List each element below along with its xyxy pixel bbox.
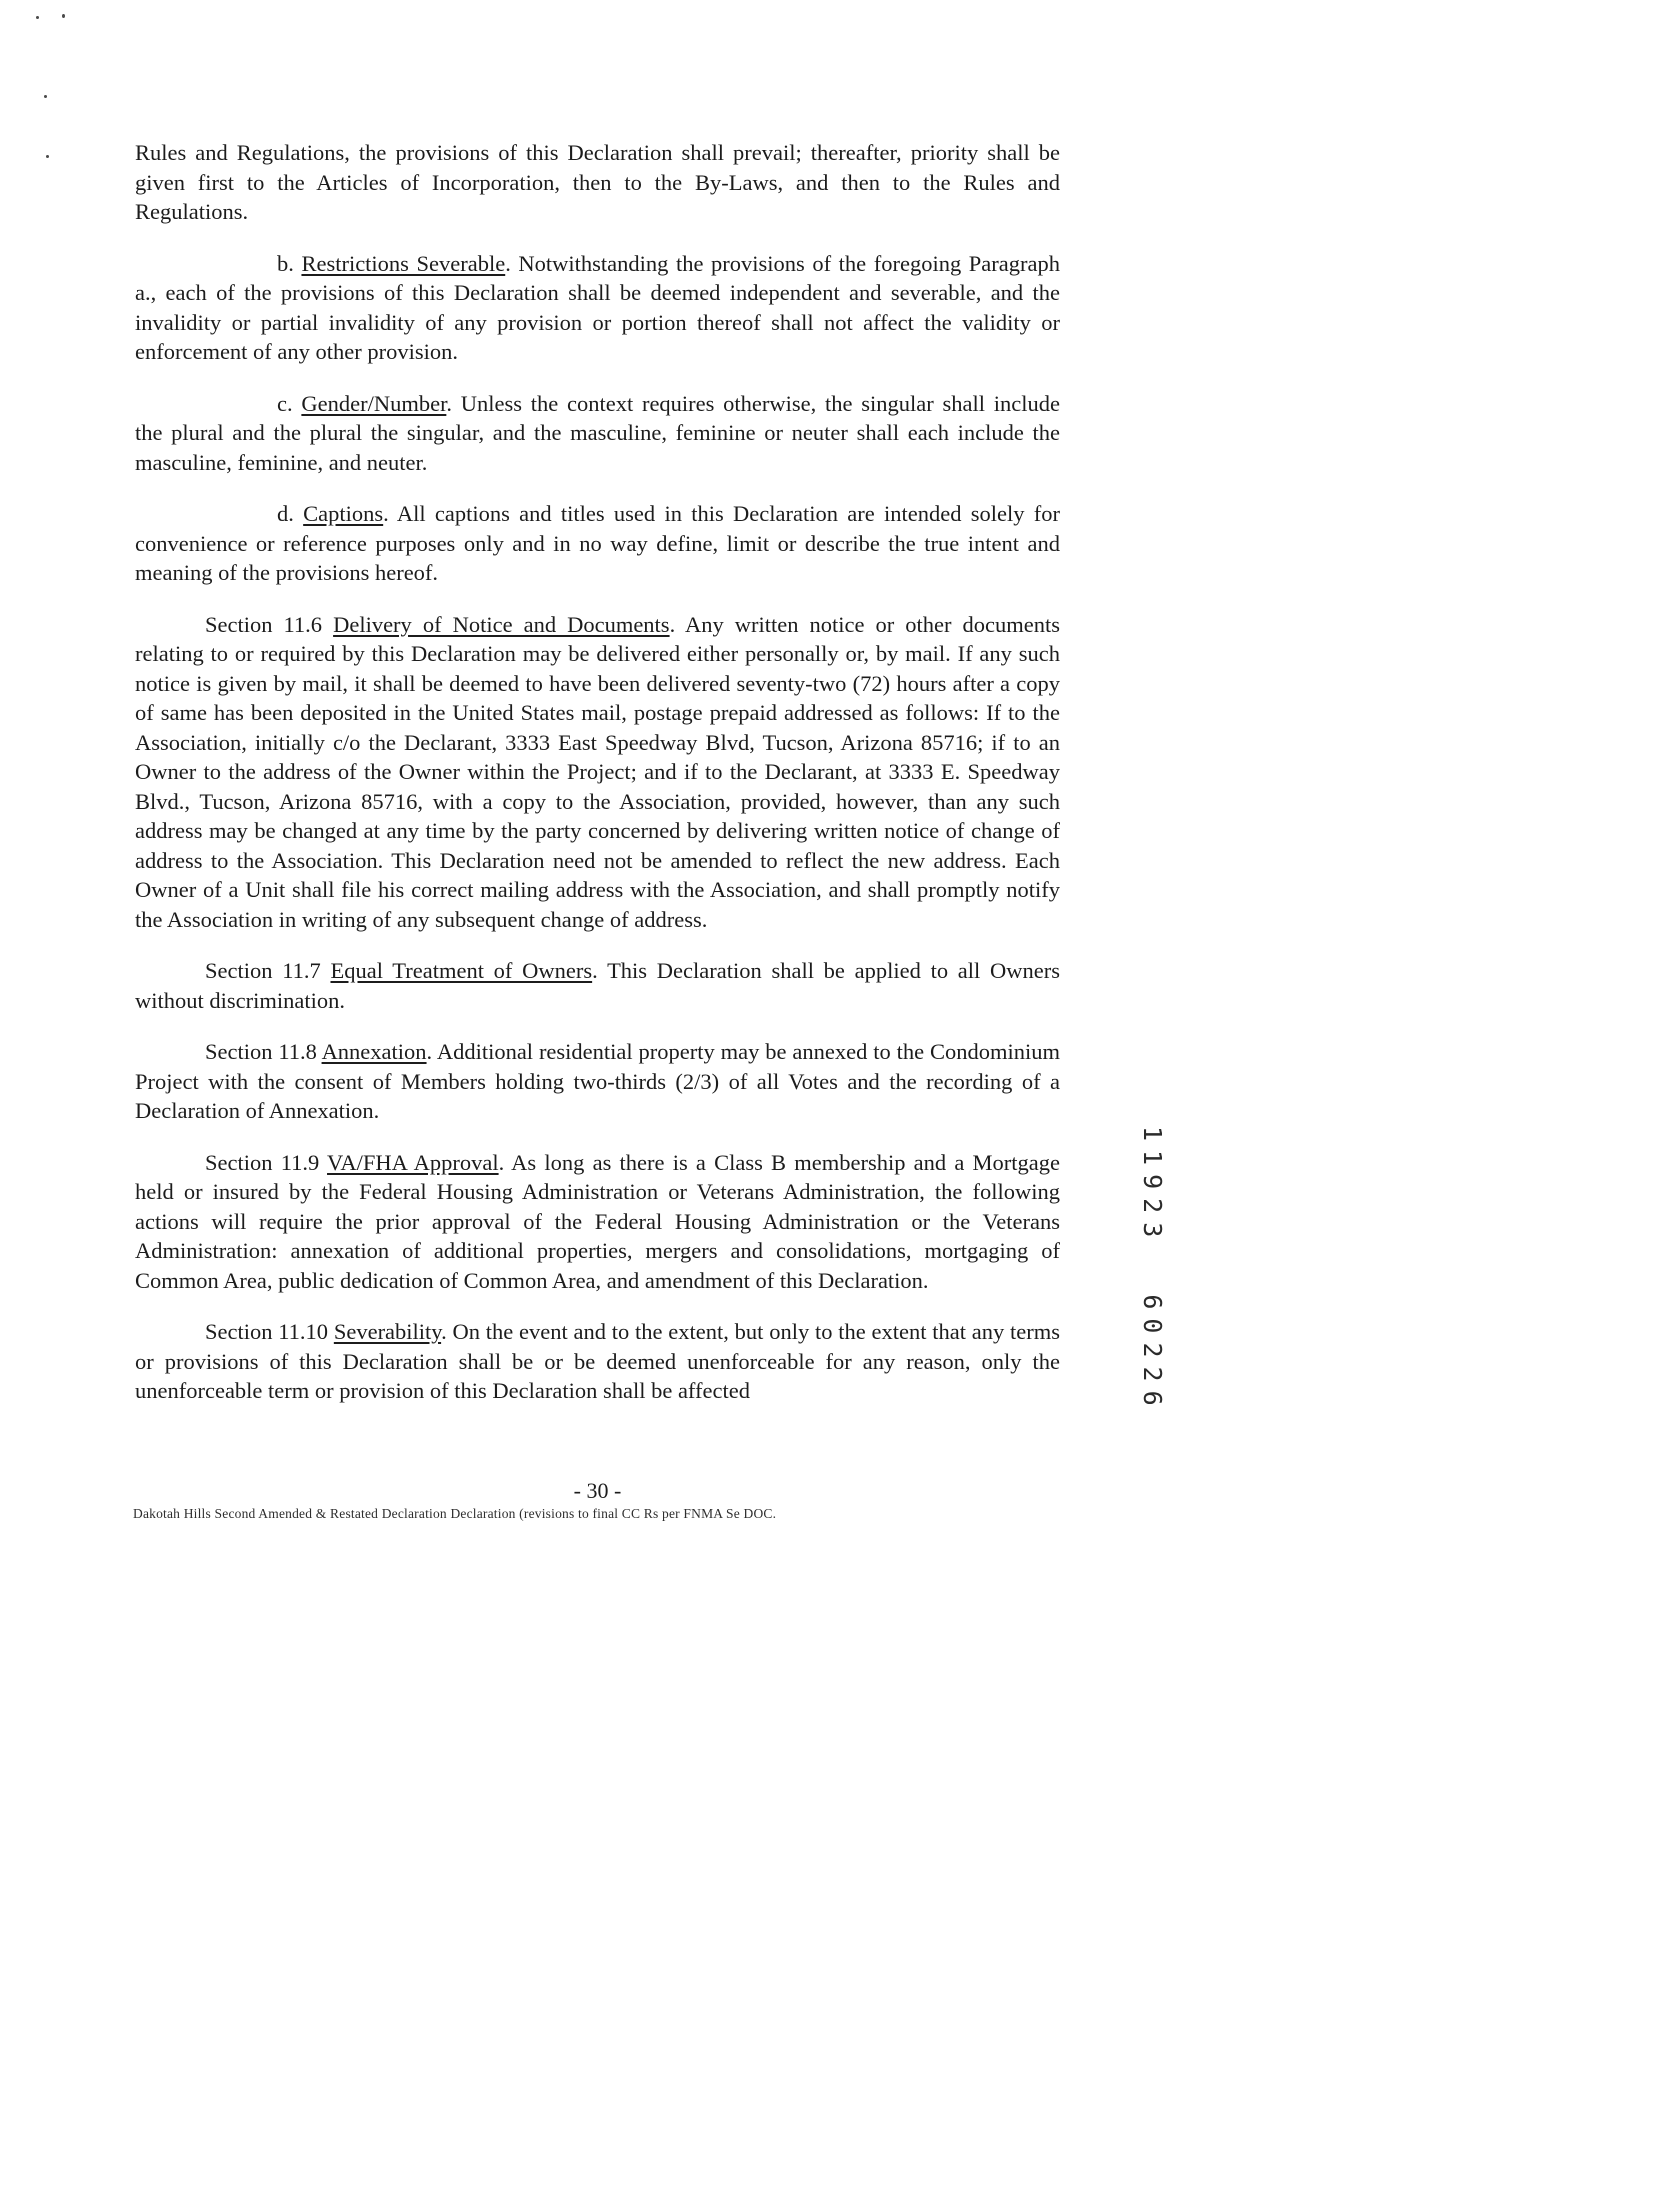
paragraph-text: . Unless the context requires otherwise, the singular shall include the plural and the plural the singular, and the masculine, feminine or neuter shall each include the masculine, feminine, and neuter. [135, 390, 1060, 475]
paragraph-text: . This Declaration shall be applied to all Owners without discrimination. [135, 958, 1061, 1013]
section-heading: VA/FHA Approval [327, 1149, 499, 1175]
paragraph-text: . All captions and titles used in this Declaration are intended solely for convenience or reference purposes only and in no way define, limit or describe the true intent and meaning of the provisions hereof. [135, 501, 1060, 585]
paragraph [135, 138, 1060, 227]
scan-artifact [62, 14, 65, 18]
section-heading: Equal Treatment of Owners [330, 958, 593, 983]
document-body [135, 138, 1060, 1406]
section-heading: Severability [333, 1319, 442, 1344]
paragraph-text: d. [277, 501, 304, 526]
scan-artifact [46, 155, 49, 158]
paragraph-text: Section 11.8 [205, 1039, 322, 1064]
paragraph-text: Section 11.10 [205, 1319, 334, 1344]
section-heading: Captions [303, 501, 384, 526]
page-number: - 30 - [573, 1478, 622, 1503]
section-heading: Delivery of Notice and Documents [333, 611, 670, 637]
recording-stamp-number: 11923 60226 [1138, 1126, 1167, 1415]
paragraph-text: c. [277, 390, 302, 416]
paragraph-text: Section 11.9 [205, 1149, 328, 1175]
section-heading: Restrictions Severable [301, 250, 506, 276]
paragraph-text: . On the event and to the extent, but only to the extent that any terms or provisions of this Declaration shall be or be deemed unenforceable for any reason, only the unenforceable term or provision of this Declaration shall be affected [135, 1319, 1061, 1403]
document-footer-note: Dakotah Hills Second Amended & Restated Declaration Declaration (revisions to final CC Rs per FNMA Se DOC. [133, 1506, 777, 1521]
paragraph-text: . Any written notice or other documents relating to or required by this Declaration may be delivered either personally or, by mail. If any such notice is given by mail, it shall be deemed to have been delivered seventy-two (72) hours after a copy of same has been deposited in the United States mail, postage prepaid addressed as follows: If to the Association, initially c/o the Declarant, 3333 East Speedway Blvd, Tucson, Arizona 85716; if to an Owner to the address of the Owner within the Project; and if to the Declarant, at 3333 E. Speedway Blvd., Tucson, Arizona 85716, with a copy to the Association, provided, however, than any such address may be changed at any time by the party concerned by delivering written notice of change of address to the Association. This Declaration need not be amended to reflect the new address. Each Owner of a Unit shall file his correct mailing address with the Association, and shall promptly notify the Association in writing of any subsequent change of address. [135, 611, 1061, 932]
paragraph-text: Rules and Regulations, the provisions of this Declaration shall prevail; thereafter, priority shall be given first to the Articles of Incorporation, then to the By-Laws, and then to the Rules and Regulations. [135, 140, 1060, 224]
paragraph-text: . Additional residential property may be annexed to the Condominium Project with the consent of Members holding two-thirds (2/3) of all Votes and the recording of a Declaration of Annexation. [135, 1039, 1060, 1123]
paragraph [135, 956, 1060, 1015]
paragraph [135, 389, 1060, 478]
paragraph-text: Section 11.6 [205, 611, 334, 637]
paragraph [135, 499, 1060, 588]
paragraph [135, 1148, 1060, 1296]
scan-artifact [44, 95, 47, 98]
paragraph-text: b. [277, 250, 302, 276]
paragraph [135, 249, 1060, 367]
section-heading: Annexation [321, 1039, 427, 1064]
paragraph-text: . As long as there is a Class B membership and a Mortgage held or insured by the Federal Housing Administration or Veterans Administration, the following actions will require the prior approval of the Federal Housing Administration or the Veterans Administration: annexation of additional properties, mergers and consolidations, mortgaging of Common Area, public dedication of Common Area, and amendment of this Declaration. [135, 1149, 1061, 1293]
paragraph-text: . Notwithstanding the provisions of the foregoing Paragraph a., each of the provisions of this Declaration shall be deemed independent and severable, and the invalidity or partial invalidity of any provision or portion thereof shall not affect the validity or enforcement of any other provision. [135, 250, 1060, 364]
paragraph [135, 1037, 1060, 1126]
paragraph-text: Section 11.7 [205, 958, 331, 983]
paragraph [135, 1317, 1060, 1406]
section-heading: Gender/Number [301, 390, 447, 416]
paragraph [135, 610, 1060, 935]
scan-artifact [36, 16, 39, 19]
